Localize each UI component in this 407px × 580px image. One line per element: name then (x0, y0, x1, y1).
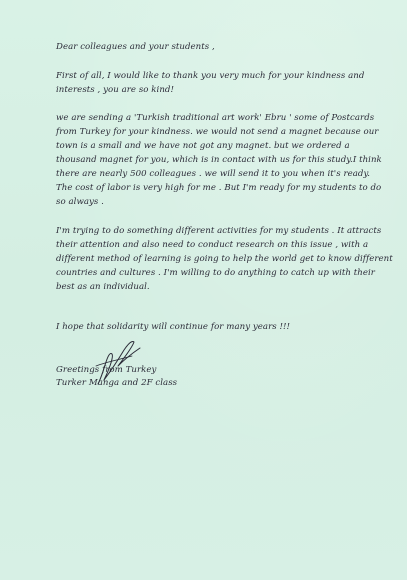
paragraph-3-line-3: different method of learning is going to help the world get to know different (56, 254, 393, 264)
paragraph-2-line-1: we are sending a 'Turkish traditional art work' Ebru ' some of Postcards (56, 113, 375, 123)
paragraph-3-line-5: best as an individual. (56, 282, 150, 292)
paragraph-3-line-1: I'm trying to do something different activities for my students . It attracts (56, 226, 382, 236)
salutation: Dear colleagues and your students , (56, 42, 215, 52)
closing-line: I hope that solidarity will continue for many years !!! (56, 322, 291, 332)
paragraph-2-line-2: from Turkey for your kindness. we would not send a magnet because our (56, 127, 379, 137)
paragraph-3-line-2: their attention and also need to conduct research on this issue , with a (56, 240, 369, 250)
paragraph-1-line-2: interests , you are so kind! (56, 85, 174, 95)
signoff: Turker Manga and 2F class (56, 378, 178, 388)
paragraph-2-line-4: thousand magnet for you, which is in contact with us for this study.I think (56, 155, 382, 165)
paragraph-3-line-4: countries and cultures . I'm willing to do anything to catch up with their (56, 268, 375, 278)
greeting: Greetings from Turkey (56, 365, 157, 375)
paragraph-1-line-1: First of all, I would like to thank you very much for your kindness and (56, 71, 365, 81)
paragraph-2-line-6: The cost of labor is very high for me . But I'm ready for my students to do (56, 183, 382, 193)
paragraph-2-line-7: so always . (56, 197, 104, 207)
paragraph-2-line-5: there are nearly 500 colleagues . we will send it to you when it's ready. (56, 169, 371, 179)
paragraph-2-line-3: town is a small and we have not got any magnet. but we ordered a (56, 141, 350, 151)
